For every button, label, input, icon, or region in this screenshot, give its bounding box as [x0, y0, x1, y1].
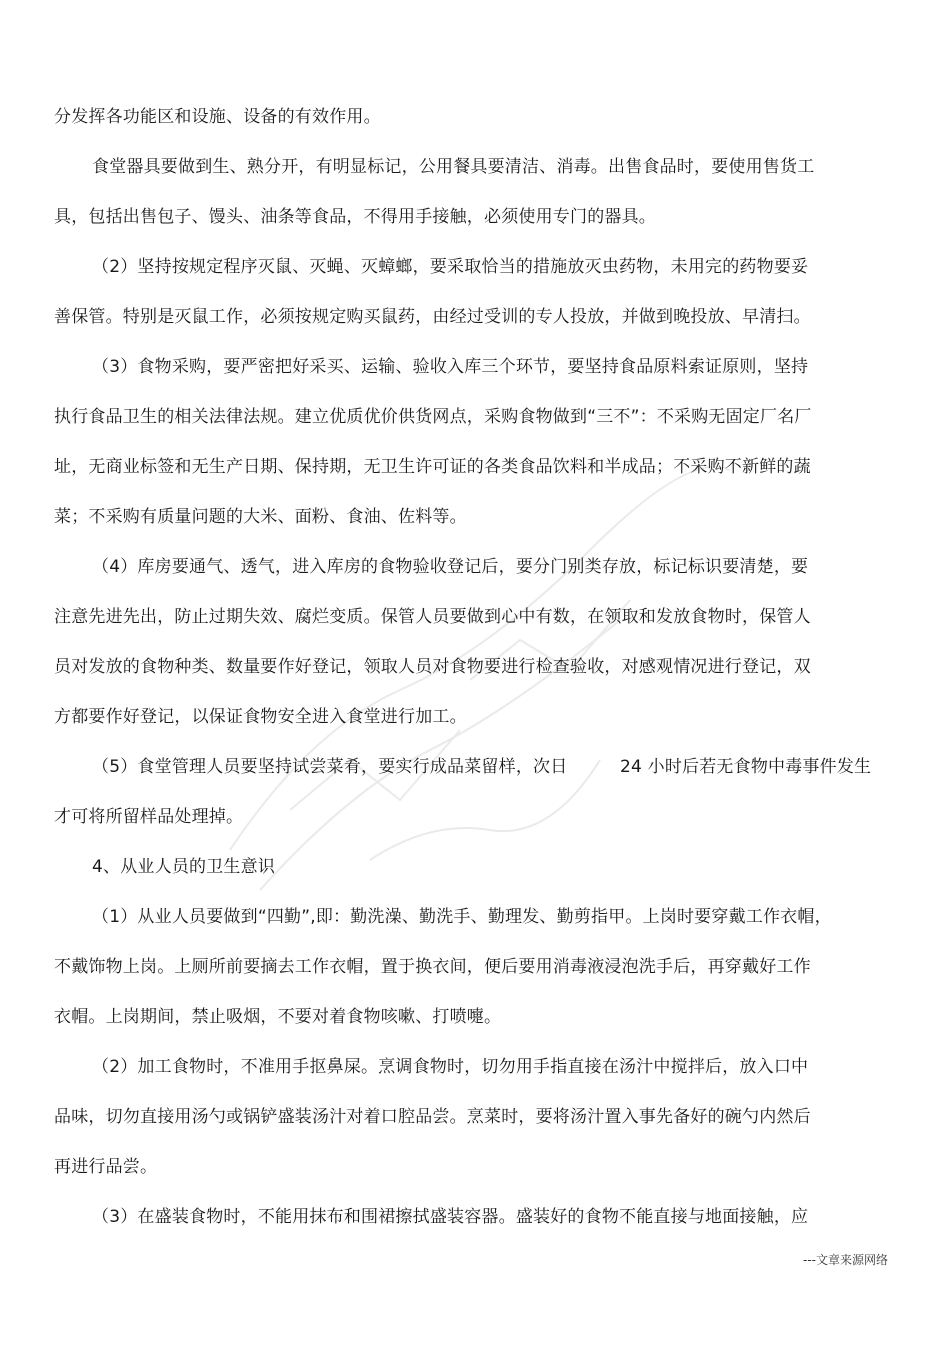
text-line: 衣帽。上岗期间，禁止吸烟，不要对着食物咳嗽、打喷嚏。 [54, 1007, 502, 1027]
paragraph-start-line: （3）食物采购，要严密把好采买、运输、验收入库三个环节，要坚持食品原料索证原则，坚持 [92, 357, 809, 377]
paragraph-start-line: （2）加工食物时，不准用手抠鼻屎。烹调食物时，切勿用手指直接在汤汁中搅拌后，放入口中 [92, 1057, 809, 1077]
paragraph-start-line: 食堂器具要做到生、熟分开，有明显标记，公用餐具要清洁、消毒。出售食品时，要使用售货工 [92, 157, 815, 177]
text-line: 不戴饰物上岗。上厕所前要摘去工作衣帽，置于换衣间，便后要用消毒液浸泡洗手后，再穿戴好工作 [54, 957, 811, 977]
paragraph-start-line: （3）在盛装食物时，不能用抹布和围裙擦拭盛装容器。盛装好的食物不能直接与地面接触，应 [92, 1207, 809, 1227]
text-line: 再进行品尝。 [54, 1157, 158, 1177]
paragraph-start-line: （2）坚持按规定程序灭鼠、灭蝇、灭蟑螂，要采取恰当的措施放灭虫药物，未用完的药物要妥 [92, 257, 809, 277]
text-line: 注意先进先出，防止过期失效、腐烂变质。保管人员要做到心中有数，在领取和发放食物时，保管人 [54, 607, 811, 627]
text-line: 员对发放的食物种类、数量要作好登记，领取人员对食物要进行检查验收，对感观情况进行登记，双 [54, 657, 811, 677]
text-line-continuation: 24 小时后若无食物中毒事件发生 [620, 757, 872, 777]
section-heading: 4、从业人员的卫生意识 [92, 857, 276, 877]
text-line: 菜；不采购有质量问题的大米、面粉、食油、佐料等。 [54, 507, 467, 527]
paragraph-start-line: （5）食堂管理人员要坚持试尝菜肴，要实行成品菜留样，次日 [92, 757, 568, 777]
text-line: 品味，切勿直接用汤勺或锅铲盛装汤汁对着口腔品尝。烹菜时，要将汤汁置入事先备好的碗勺内然后 [54, 1107, 811, 1127]
text-line: 具，包括出售包子、馒头、油条等食品，不得用手接触，必须使用专门的器具。 [54, 207, 656, 227]
text-line: 才可将所留样品处理掉。 [54, 807, 244, 827]
text-line: 善保管。特别是灭鼠工作，必须按规定购买鼠药，由经过受训的专人投放，并做到晚投放、早清扫。 [54, 307, 811, 327]
paragraph-start-line: （4）库房要通气、透气，进入库房的食物验收登记后，要分门别类存放，标记标识要清楚，要 [92, 557, 809, 577]
watermark-stamp [170, 430, 770, 930]
text-line: 分发挥各功能区和设施、设备的有效作用。 [54, 107, 381, 127]
footer-source: ---文章来源网络 [803, 1253, 888, 1267]
text-line: 执行食品卫生的相关法律法规。建立优质优价供货网点，采购食物做到“三不”：不采购无固定厂名厂 [54, 407, 812, 427]
paragraph-start-line: （1）从业人员要做到“四勤”,即：勤洗澡、勤洗手、勤理发、勤剪指甲。上岗时要穿戴工作衣帽， [92, 907, 832, 927]
text-line: 方都要作好登记，以保证食物安全进入食堂进行加工。 [54, 707, 467, 727]
text-line: 址，无商业标签和无生产日期、保持期，无卫生许可证的各类食品饮料和半成品；不采购不新鲜的蔬 [54, 457, 811, 477]
